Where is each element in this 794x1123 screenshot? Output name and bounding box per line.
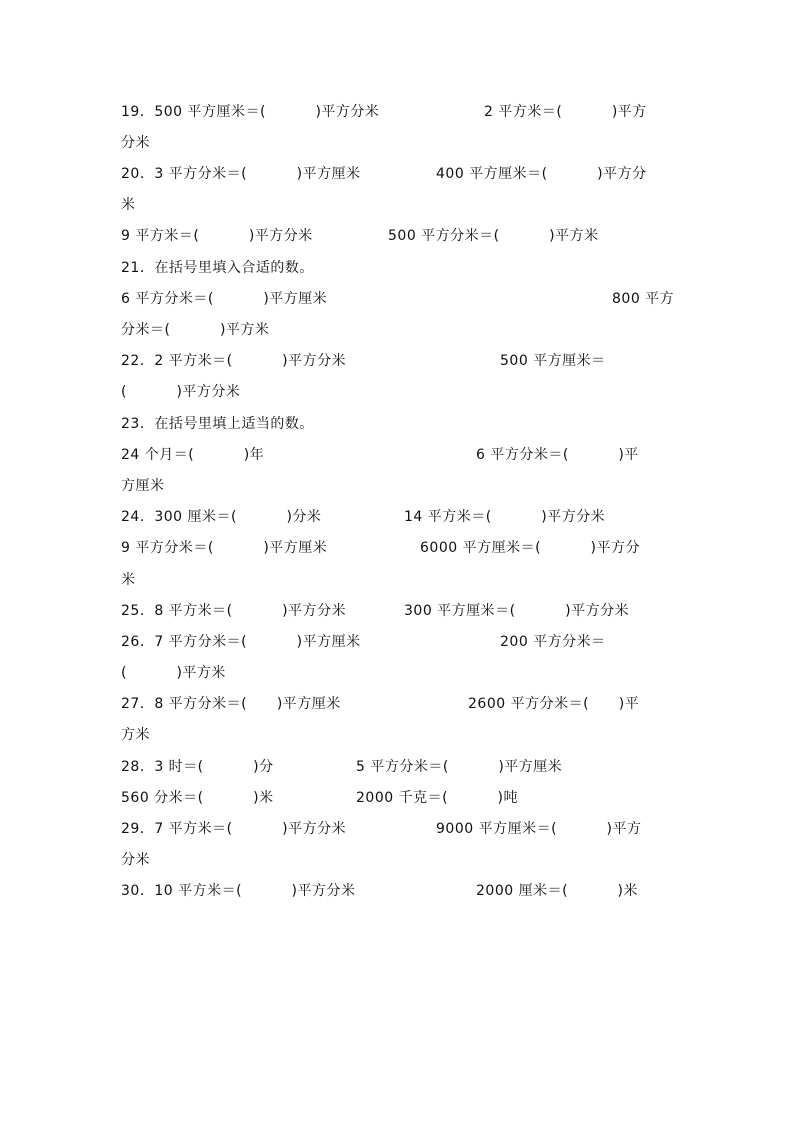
problem-line: 21．在括号里填入合适的数。 [121, 260, 314, 276]
problem-line: 26．7 平方分米＝( )平方厘米 [121, 634, 361, 650]
problem-line-right: 5 平方分米＝( )平方厘米 [356, 759, 563, 775]
problem-line: 28．3 时＝( )分 [121, 759, 274, 775]
problem-line-right: 2 平方米＝( )平方 [484, 104, 647, 120]
problem-line: 20．3 平方分米＝( )平方厘米 [121, 166, 361, 182]
problem-line: 24 个月＝( )年 [121, 447, 265, 463]
problem-line-right: 2600 平方分米＝( )平 [468, 696, 640, 712]
problem-line: ( )平方分米 [121, 384, 241, 400]
problem-line-right: 300 平方厘米＝( )平方分米 [404, 603, 630, 619]
problem-line: 19．500 平方厘米＝( )平方分米 [121, 104, 380, 120]
problem-line: 29．7 平方米＝( )平方分米 [121, 821, 347, 837]
problem-line: ( )平方米 [121, 665, 226, 681]
problem-line: 24．300 厘米＝( )分米 [121, 509, 322, 525]
problem-line: 23．在括号里填上适当的数。 [121, 416, 314, 432]
problem-line-right: 6000 平方厘米＝( )平方分 [420, 540, 641, 556]
problem-line: 方厘米 [121, 478, 165, 494]
problem-line: 6 平方分米＝( )平方厘米 [121, 291, 328, 307]
problem-line-right: 2000 千克＝( )吨 [356, 790, 519, 806]
problem-line-right: 800 平方 [612, 291, 675, 307]
problem-line: 27．8 平方分米＝( )平方厘米 [121, 696, 341, 712]
problem-line-right: 6 平方分米＝( )平 [476, 447, 639, 463]
problem-line-right: 500 平方分米＝( )平方米 [388, 228, 599, 244]
problem-line-right: 200 平方分米＝ [500, 634, 606, 650]
problem-line-right: 9000 平方厘米＝( )平方 [436, 821, 642, 837]
problem-line-right: 500 平方厘米＝ [500, 353, 606, 369]
problem-line: 分米 [121, 852, 150, 868]
problem-line: 分米 [121, 135, 150, 151]
problem-line: 分米＝( )平方米 [121, 322, 270, 338]
problem-line: 米 [121, 197, 136, 213]
problem-line: 方米 [121, 727, 150, 743]
problem-line: 9 平方米＝( )平方分米 [121, 228, 313, 244]
problem-line-right: 2000 厘米＝( )米 [476, 883, 639, 899]
problem-line-right: 14 平方米＝( )平方分米 [404, 509, 606, 525]
problem-line-right: 400 平方厘米＝( )平方分 [436, 166, 647, 182]
problem-line: 30．10 平方米＝( )平方分米 [121, 883, 356, 899]
problem-line: 9 平方分米＝( )平方厘米 [121, 540, 328, 556]
problem-line: 22．2 平方米＝( )平方分米 [121, 353, 347, 369]
problem-line: 25．8 平方米＝( )平方分米 [121, 603, 347, 619]
problem-line: 560 分米＝( )米 [121, 790, 274, 806]
problem-line: 米 [121, 572, 136, 588]
